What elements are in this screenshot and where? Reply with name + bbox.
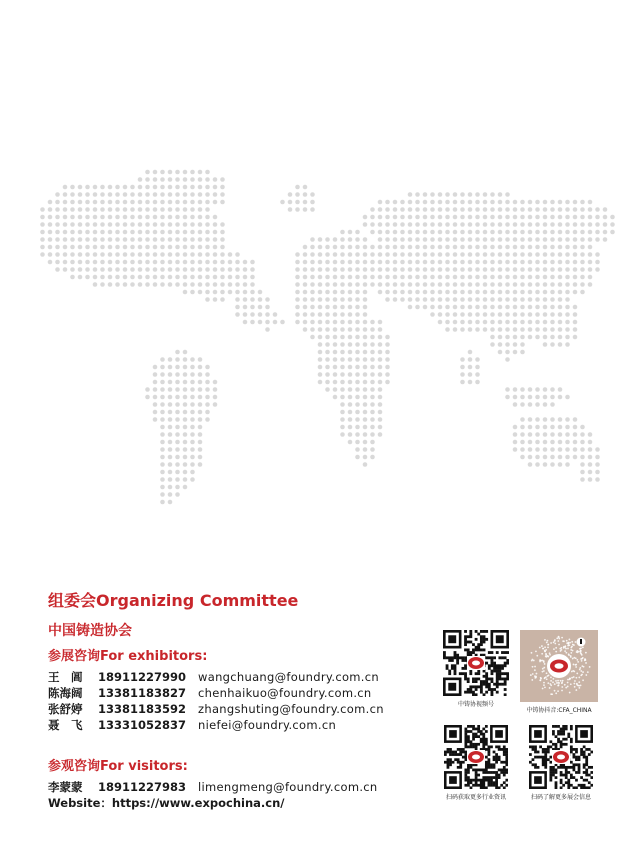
contact-email[interactable]: wangchuang@foundry.com.cn <box>198 670 379 684</box>
website-link[interactable]: Website：https://www.expochina.cn/ <box>48 796 285 810</box>
qr-video-account <box>438 630 514 708</box>
contact-email[interactable]: niefei@foundry.com.cn <box>198 718 337 732</box>
contact-phone: 13381183592 <box>98 702 187 716</box>
contact-phone: 13381183827 <box>98 686 187 700</box>
qr-douyin <box>517 630 601 714</box>
contact-name: 李蒙蒙 <box>48 780 83 794</box>
contact-row <box>48 701 384 717</box>
visitor-contacts <box>48 779 378 795</box>
qr-industry-news <box>436 725 516 801</box>
contact-row <box>48 685 384 701</box>
qr-code-icon[interactable] <box>520 630 598 702</box>
qr-code-icon[interactable] <box>443 630 509 696</box>
qr-code-icon[interactable] <box>529 725 593 789</box>
contact-name: 张舒婷 <box>48 702 83 716</box>
contact-name: 陈海阔 <box>48 686 83 700</box>
qr-caption: 中铸协抖音:CFA_CHINA <box>526 707 592 714</box>
association-title: 中国铸造协会 <box>48 623 132 639</box>
qr-caption: 扫码了解更多展会信息 <box>530 794 591 801</box>
qr-code-icon[interactable] <box>444 725 508 789</box>
visitors-heading: 参观咨询For visitors: <box>48 759 188 774</box>
exhibitors-heading: 参展咨询For exhibitors: <box>48 649 208 664</box>
organizing-committee-title: 组委会Organizing Committee <box>48 591 299 610</box>
qr-caption: 扫码获取更多行业资讯 <box>445 794 506 801</box>
contact-phone: 13331052837 <box>98 718 187 732</box>
contact-row <box>48 779 378 795</box>
qr-caption: 中铸协视频号 <box>457 701 494 708</box>
contact-phone: 18911227983 <box>98 780 187 794</box>
contact-email[interactable]: limengmeng@foundry.com.cn <box>198 780 378 794</box>
contact-row <box>48 717 384 733</box>
contact-phone: 18911227990 <box>98 670 187 684</box>
contact-email[interactable]: chenhaikuo@foundry.com.cn <box>198 686 372 700</box>
contact-email[interactable]: zhangshuting@foundry.com.cn <box>198 702 384 716</box>
contact-name: 聂 飞 <box>48 718 83 732</box>
contact-row <box>48 669 384 685</box>
contact-name: 王 阊 <box>48 670 83 684</box>
qr-exhibition-info <box>521 725 601 801</box>
exhibitor-contacts <box>48 669 384 733</box>
